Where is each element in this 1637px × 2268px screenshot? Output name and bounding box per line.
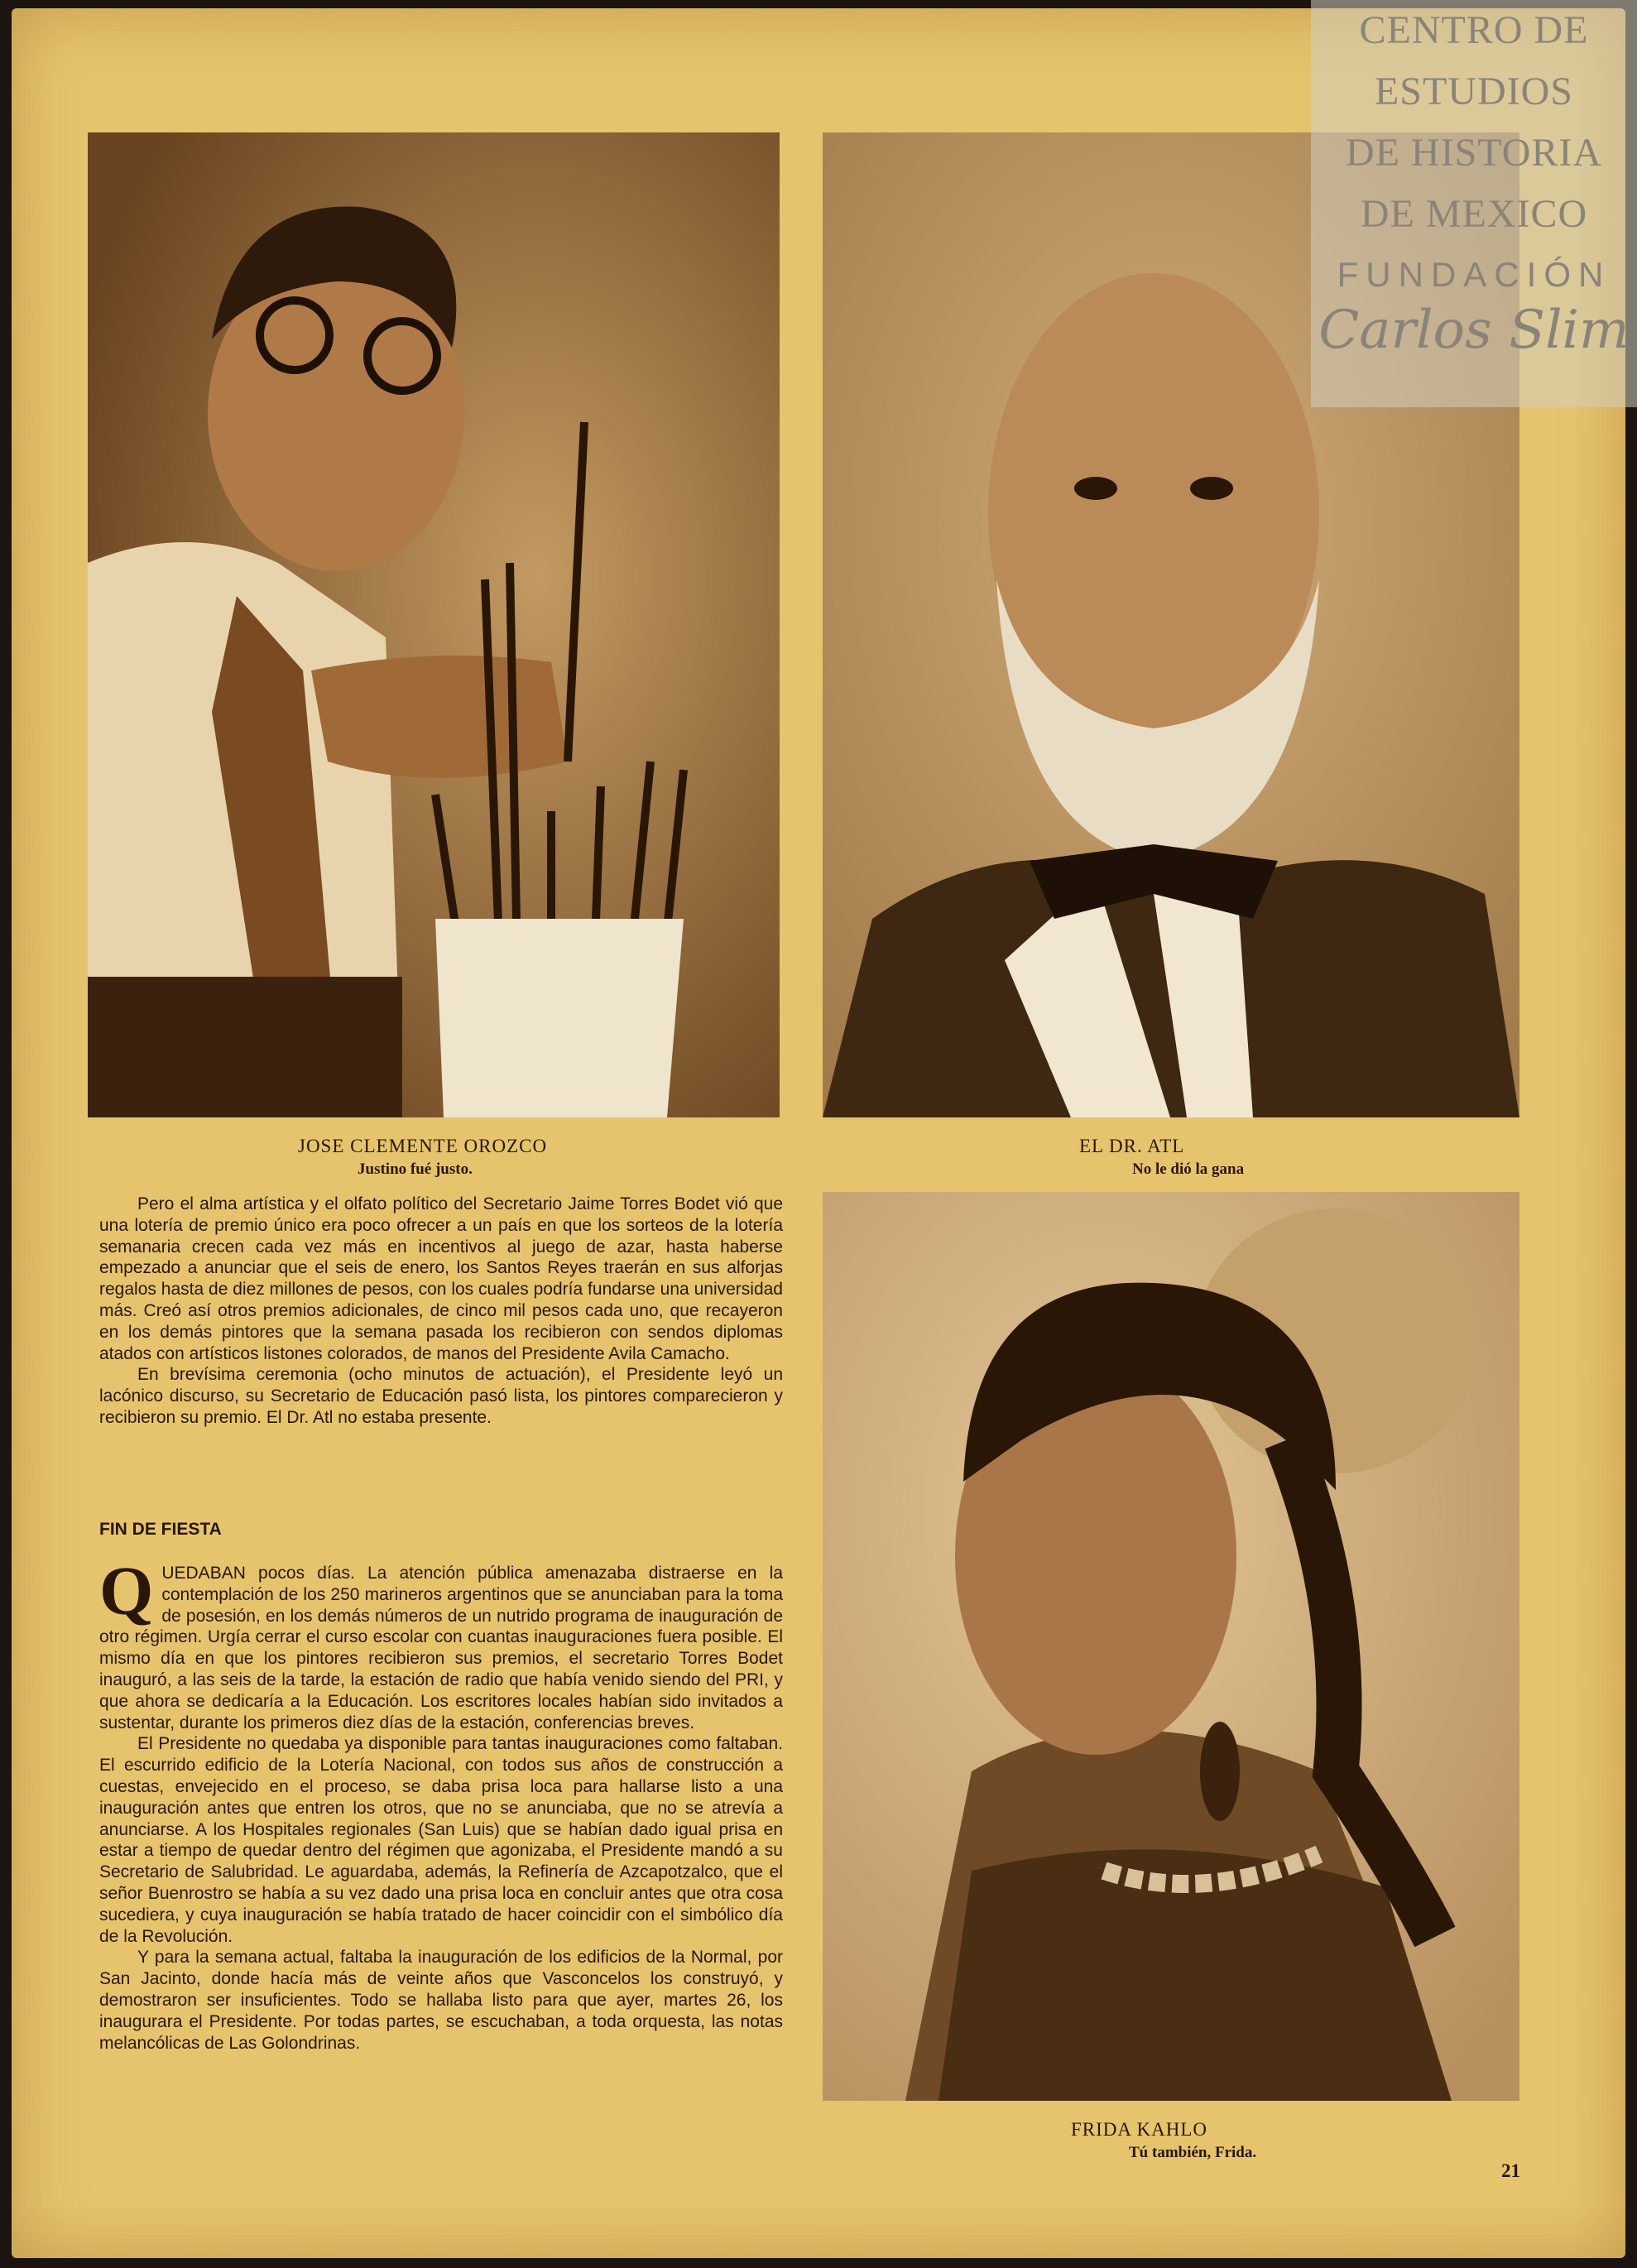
article-column-bottom — [99, 1553, 783, 2054]
watermark-signature: Carlos Slim — [1318, 300, 1630, 361]
article-paragraph: En brevísima ceremonia (ocho minutos de actuación), el Presidente leyó un lacónico discurso, su Secretario de Educación pasó lista, los pintores comparecieron y recibieron su premio. El Dr. Atl no estaba presente. — [99, 1365, 783, 1427]
photo-orozco — [88, 132, 780, 1117]
photo-frida-kahlo — [823, 1192, 1519, 2101]
caption-sub-orozco: Justino fué justo. — [358, 1160, 473, 1178]
article-paragraph: Y para la semana actual, faltaba la inauguración de los edificios de la Normal, por San Jacinto, donde hacía más de veinte años que Vasconcelos los construyó, y demostraron ser insuficientes. Todo se hallaba listo para que ayer, martes 26, los inaugurara el Presidente. Por todas partes, se escuchaban, a toda orquesta, las notas melancólicas de Las Golondrinas. — [99, 1948, 783, 2053]
caption-sub-frida: Tú también, Frida. — [1129, 2144, 1257, 2161]
watermark-line: ESTUDIOS — [1374, 70, 1573, 113]
watermark-line: DE HISTORIA — [1345, 131, 1603, 175]
drop-cap: Q — [99, 1553, 154, 1630]
article-paragraph: Pero el alma artística y el olfato político del Secretario Jaime Torres Bodet vió que una lotería de premio único era poco ofrecer a un país en que los sorteos de la lotería semanaria crecen cada vez más en incentivos al juego de azar, hasta haberse empezado a anunciar que el seis de enero, los Santos Reyes traerán en sus alforjas regalos hasta de diez millones de pesos, con los cuales podría fundarse una universidad más. Creó así otros premios adicionales, de cinco mil pesos cada uno, que recayeron en los demás pintores que la semana pasada los recibieron con sendos diplomas atados con artísticos listones colorados, de manos del Presidente Avila Camacho. — [99, 1194, 783, 1363]
watermark-line: CENTRO DE — [1359, 8, 1589, 52]
archive-watermark — [1311, 0, 1637, 407]
article-paragraph: El Presidente no quedaba ya disponible para tantas inauguraciones como faltaban. El escurrido edificio de la Lotería Nacional, con todos sus años de construcción a cuestas, envejecido en el proceso, se daba prisa loca para hallarse listo a una inauguración antes que entren los otros, que no se anunciaba, que no se atrevía a anunciarse. A los Hospitales regionales (San Luis) que se habían dado igual prisa en estar a tiempo de quedar dentro del régimen que agonizaba, el Presidente mandó a su Secretario de Salubridad. Le aguardaba, además, la Refinería de Azcapotzalco, que el señor Buenrostro se había a su vez dado una prisa loca en concluir antes que otra cosa sucediera, y cuya inauguración se había tratado de hacer coincidir con el simbólico día de la Revolución. — [99, 1734, 783, 1946]
article-paragraph-dropcap — [99, 1553, 783, 1733]
caption-name-orozco: JOSE CLEMENTE OROZCO — [298, 1136, 548, 1156]
section-heading: FIN DE FIESTA — [99, 1520, 222, 1539]
caption-name-frida: FRIDA KAHLO — [1071, 2119, 1207, 2140]
caption-name-dr-atl: EL DR. ATL — [1079, 1136, 1185, 1156]
portrait-man-with-brushes-icon — [88, 132, 780, 1117]
watermark-foundation: FUNDACIÓN — [1337, 255, 1611, 294]
article-paragraph-text: UEDABAN pocos días. La atención pública amenazaba distraerse en la contemplación de los 250 marineros argentinos que se anunciaban para la toma de posesión, en los demás números de un nutrido programa de inauguración de otro régimen. Urgía cerrar el curso escolar con cuantas inauguraciones fuera posible. El mismo día en que los pintores recibieron sus premios, el secretario Torres Bodet inauguró, a las seis de la tarde, la estación de radio que había venido siendo del PRI, y que ahora se dedicaría a la Educación. Los escritores locales habían sido invitados a sustentar, durante los primeros diez días de la estación, conferencias breves. — [99, 1564, 783, 1732]
article-column-top — [99, 1194, 783, 1429]
watermark-line: DE MEXICO — [1360, 192, 1588, 236]
caption-sub-dr-atl: No le dió la gana — [1132, 1160, 1245, 1178]
portrait-woman-braids-icon — [823, 1192, 1519, 2101]
page-number: 21 — [1501, 2160, 1520, 2181]
